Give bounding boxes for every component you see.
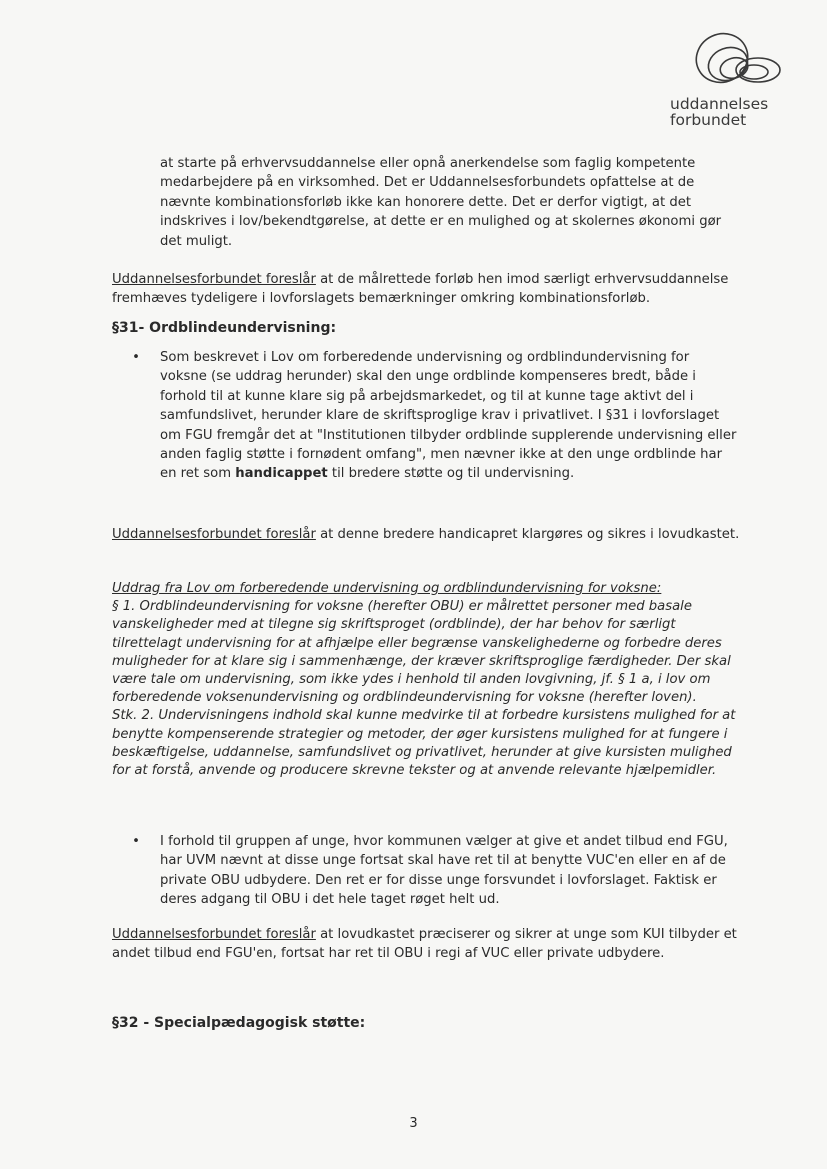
obu-bullet-item [112,832,740,910]
excerpt-paragraph-1: § 1. Ordblindeundervisning for voksne (herefter OBU) er målrettet personer med basale vanskeligheder med at tilegne sig skriftsproget (ordblinde), der har behov for særligt tilrettelagt undervisning for at afhjælpe eller begrænse vanskelighederne og forbedre deres muligheder for at klare sig i sammenhænge, der kræver skriftsproglige færdigheder. Der skal være tale om undervisning, som ikke ydes i henhold til anden lovgivning, jf. § 1 a, i lov om forberedende voksenundervisning og ordblindeundervisning for voksne (herefter loven). [112,599,731,706]
proposal-lead: Uddannelsesforbundet foreslår [112,927,316,942]
excerpt-paragraph-2: Stk. 2. Undervisningens indhold skal kunne medvirke til at forbedre kursistens mulighed for at benytte kompenserende strategier og metoder, der øger kursistens mulighed for at fungere i beskæftigelse, uddannelse, samfundslivet og privatlivet, herunder at give kursisten mulighed for at forstå, anvende og producere skrevne tekster og at anvende relevante hjælpemidler. [112,708,736,779]
bullet-text-before: Som beskrevet i Lov om forberedende undervisning og ordblindundervisning for voksne (se uddrag herunder) skal den unge ordblinde kompenseres bredt, både i forhold til at kunne klare sig på arbejdsmarkedet, og til at kunne tage aktivt del i samfundslivet, herunder klare de skriftsproglige krav i privatlivet. I §31 i lovforslaget om FGU fremgår det at "Institutionen tilbyder ordblinde supplerende undervisning eller anden faglig støtte i fornødent omfang", men nævner ikke at den unge ordblinde har en ret som [160,350,737,482]
proposal-paragraph-3 [112,925,740,964]
bullet-marker: • [132,834,140,849]
section-31-heading: §31- Ordblindeundervisning: [112,320,337,336]
logo-wordmark [670,96,768,128]
bullet-bold-term: handicappet [235,466,328,482]
intro-text: at starte på erhvervsuddannelse eller opnå anerkendelse som faglig kompetente medarbejdere på en virksomhed. Det er Uddannelsesforbundets opfattelse at de nævnte kombinationsforløb ikke kan honorere dette. Det er derfor vigtigt, at det indskrives i lov/bekendtgørelse, at dette er en mulighed og at skolernes økonomi gør det muligt. [160,156,722,249]
logo-line-2: forbundet [670,111,747,129]
section-31-bullet-item [112,348,740,484]
proposal-text: at denne bredere handicapret klargøres og sikres i lovudkastet. [315,527,740,542]
proposal-text: at lovudkastet præciserer og sikrer at unge som KUI tilbyder et andet tilbud end FGU'en, fortsat har ret til OBU i regi af VUC eller private udbydere. [112,927,737,962]
proposal-lead: Uddannelsesforbundet foreslår [112,527,316,542]
excerpt-title: Uddrag fra Lov om forberedende undervisning og ordblindundervisning for voksne: [112,581,662,596]
bullet-marker: • [132,350,140,365]
proposal-text: at de målrettede forløb hen imod særligt erhvervsuddannelse fremhæves tydeligere i lovforslagets bemærkninger omkring kombinationsforløb. [112,272,729,307]
organization-logo [660,28,790,133]
logo-line-1: uddannelses [670,95,769,113]
proposal-paragraph-2 [112,525,740,544]
proposal-paragraph-1 [112,270,740,309]
bullet-text-after: til bredere støtte og til undervisning. [327,466,575,482]
bullet-text: I forhold til gruppen af unge, hvor kommunen vælger at give et andet tilbud end FGU, har UVM nævnt at disse unge fortsat skal have ret til at benytte VUC'en eller en af de private OBU udbydere. Den ret er for disse unge forsvundet i lovforslaget. Faktisk er deres adgang til OBU i det hele taget røget helt ud. [160,834,728,908]
interlocking-loops-logo-icon [688,28,784,94]
section-32-heading: §32 - Specialpædagogisk støtte: [112,1015,366,1031]
page-number: 3 [409,1116,418,1131]
intro-paragraph [160,154,740,251]
proposal-lead: Uddannelsesforbundet foreslår [112,272,316,287]
law-excerpt [112,580,740,780]
